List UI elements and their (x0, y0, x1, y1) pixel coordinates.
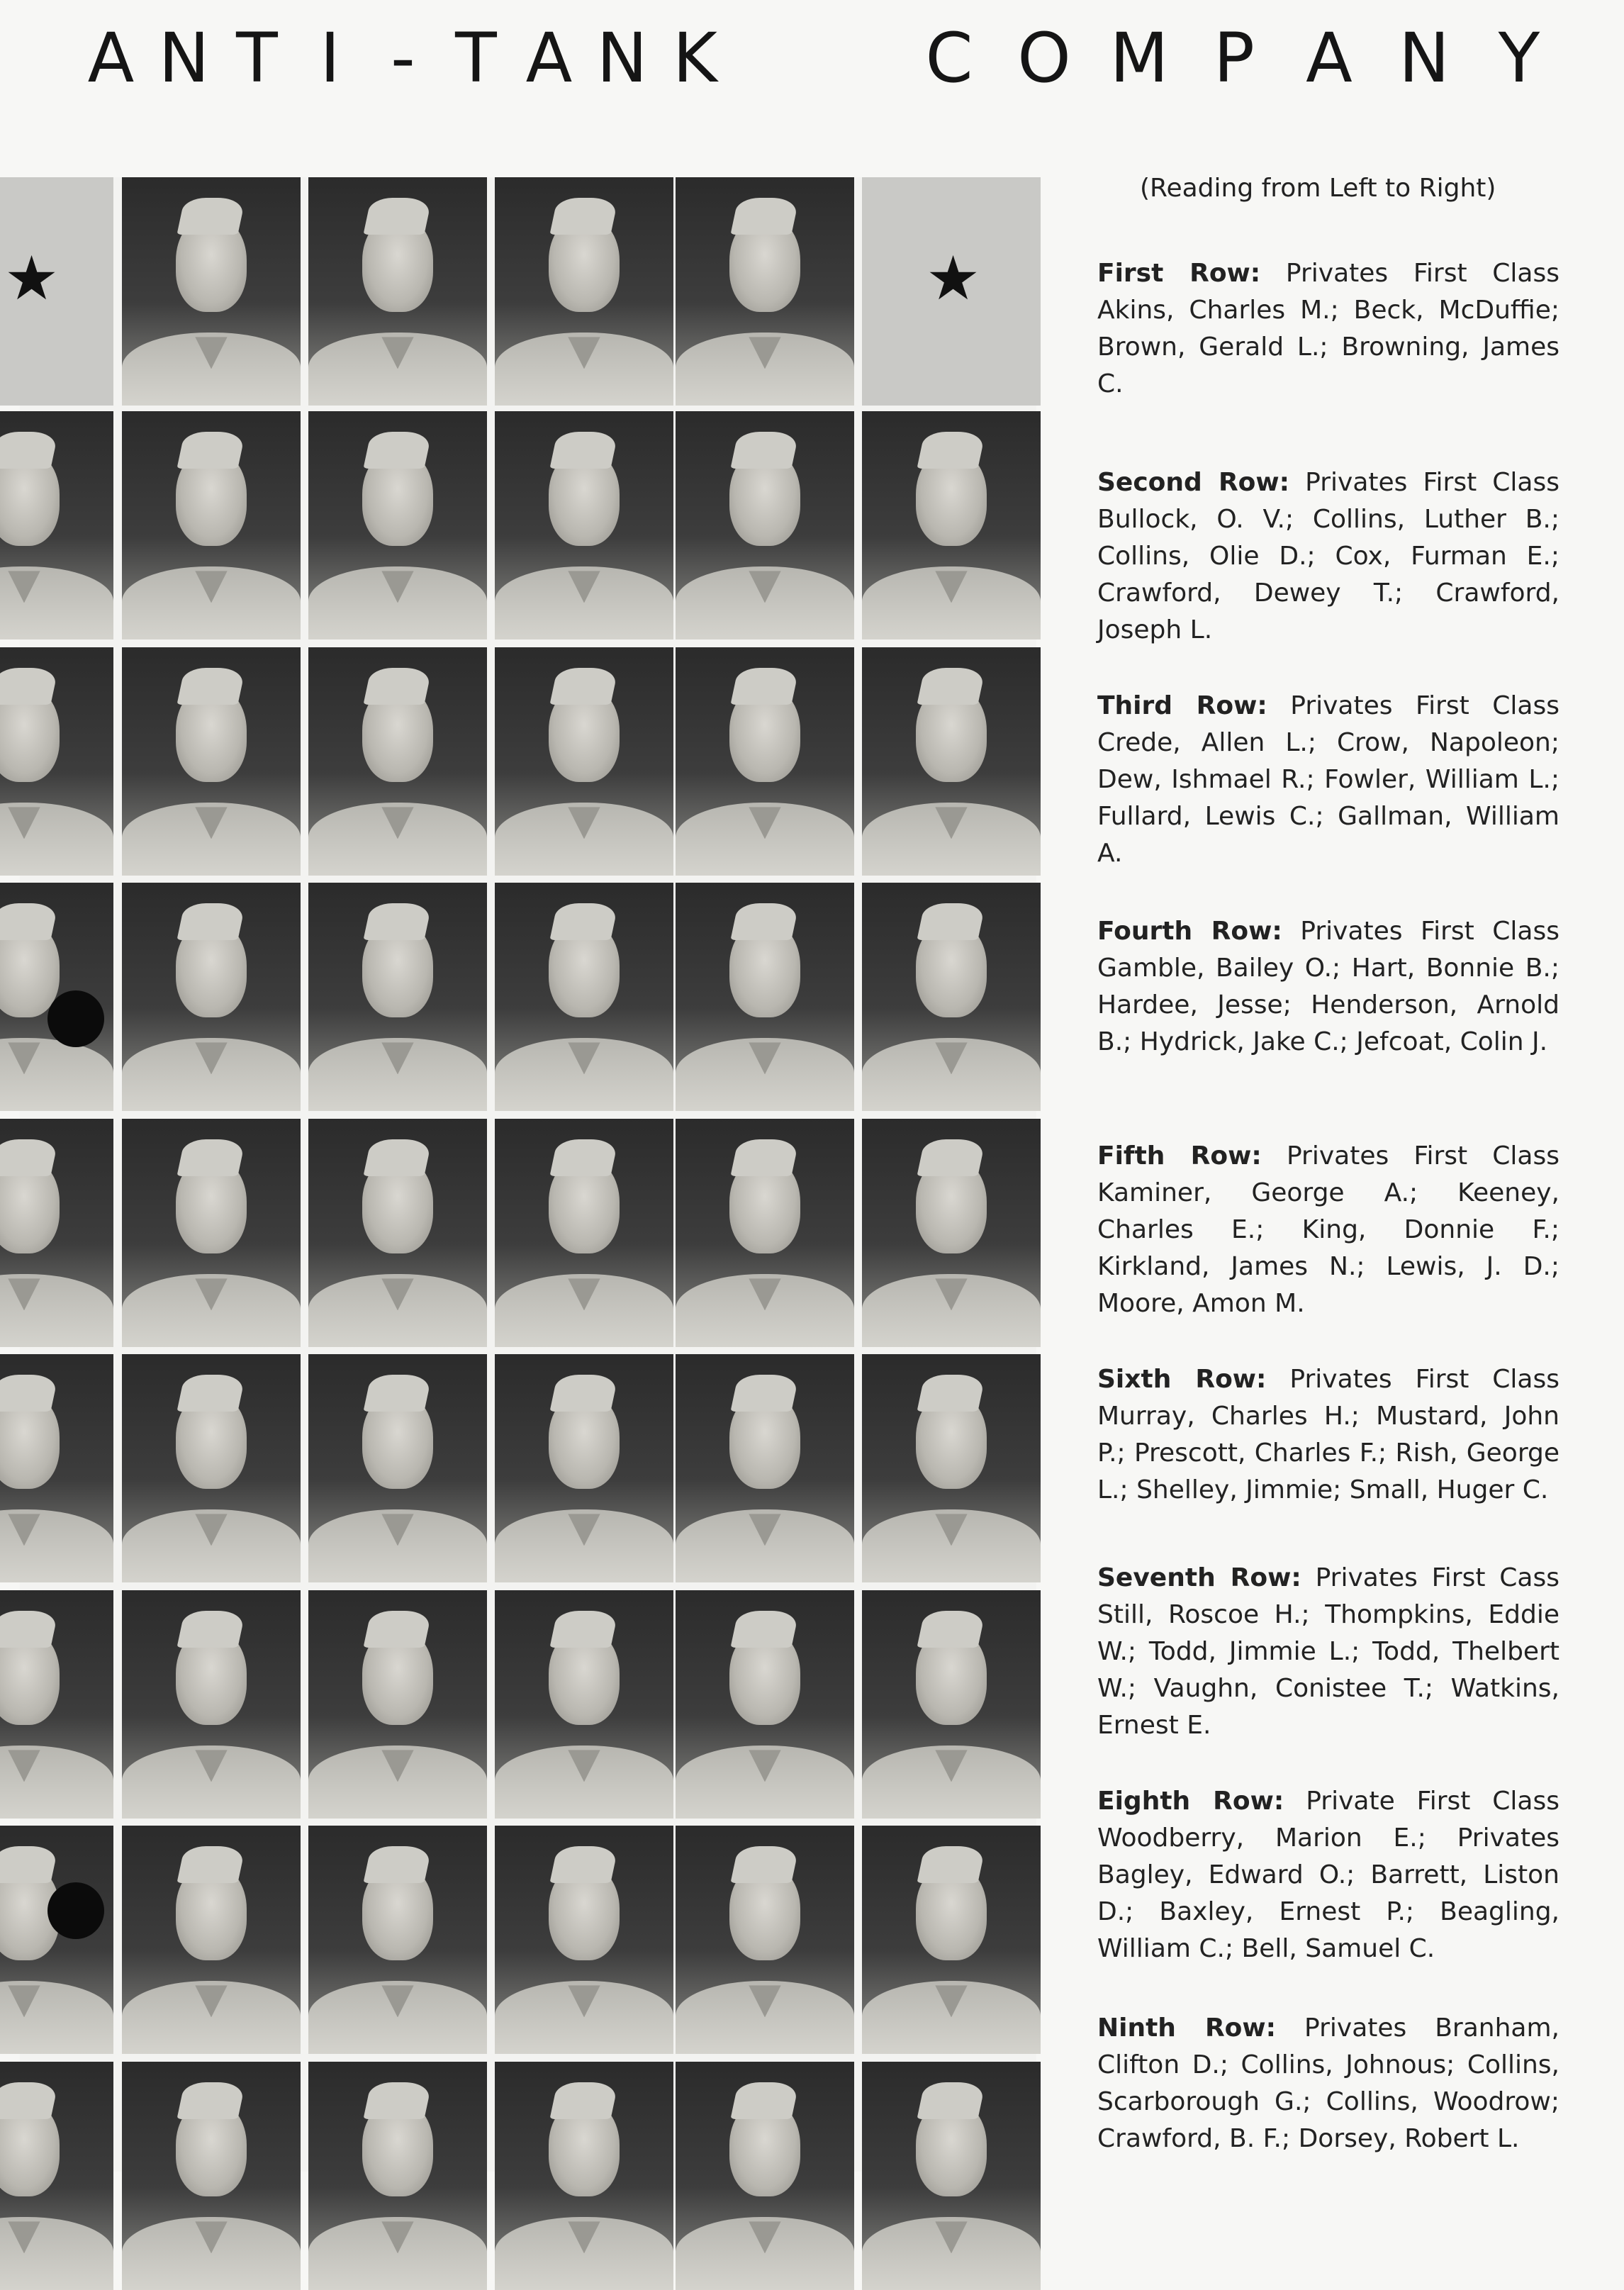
row-label: Second Row: (1097, 468, 1290, 497)
photo-grid (4, 177, 1036, 2172)
portrait-photo (0, 2062, 113, 2290)
portrait-cap (917, 1611, 986, 1648)
portrait-photo (122, 1119, 301, 1347)
portrait-cap (0, 1611, 58, 1648)
portrait-cap (0, 1846, 58, 1883)
portrait-photo (862, 883, 1041, 1111)
portrait-photo (122, 647, 301, 876)
portrait-photo (122, 411, 301, 639)
caption-row-2 (1097, 464, 1559, 649)
portrait-cap (0, 903, 58, 940)
portrait-photo (308, 411, 487, 639)
portrait-cap (364, 1846, 432, 1883)
caption-row-1 (1097, 255, 1559, 403)
portrait-photo (495, 177, 673, 406)
portrait-photo (308, 177, 487, 406)
portrait-photo (0, 411, 113, 639)
portrait-photo (676, 1826, 854, 2054)
portrait-cap (917, 903, 986, 940)
caption-row-3 (1097, 688, 1559, 872)
portrait-cap (731, 1375, 800, 1412)
portrait-photo (495, 1119, 673, 1347)
portrait-cap (550, 903, 619, 940)
row-label: Third Row: (1097, 691, 1267, 720)
row-names: Privates First Class Murray, Charles H.; Mustard, John P.; Prescott, Charles F.; Rish, George L.; Shelley, Jimmie; Small, Huger C. (1097, 1365, 1560, 1504)
row-label: First Row: (1097, 259, 1261, 288)
row-label: Fourth Row: (1097, 917, 1282, 946)
row-names: Privates First Cass Still, Roscoe H.; Thompkins, Eddie W.; Todd, Jimmie L.; Todd, Thelbert W.; Vaughn, Conistee T.; Watkins, Ernest E. (1097, 1563, 1559, 1740)
caption-row-9 (1097, 2010, 1559, 2157)
portrait-photo (122, 1590, 301, 1819)
portrait-cap (364, 2082, 432, 2119)
portrait-photo (0, 1590, 113, 1819)
portrait-cap (364, 1139, 432, 1176)
portrait-photo (495, 1826, 673, 2054)
portrait-photo (862, 2062, 1041, 2290)
memorial-star-cell (862, 177, 1041, 406)
page-title-right: C O M P A N Y (925, 18, 1540, 98)
punch-hole (47, 990, 104, 1047)
row-label: Ninth Row: (1097, 2013, 1277, 2043)
caption-row-7 (1097, 1560, 1559, 1744)
caption-row-8 (1097, 1783, 1559, 1967)
row-names: Privates Branham, Clifton D.; Collins, Johnous; Collins, Scarborough G.; Collins, Woodrow; Crawford, B. F.; Dorsey, Robert L. (1097, 2013, 1559, 2153)
portrait-photo (122, 883, 301, 1111)
portrait-photo (308, 1354, 487, 1582)
portrait-cap (177, 432, 246, 469)
portrait-cap (917, 668, 986, 705)
portrait-cap (364, 668, 432, 705)
portrait-photo (862, 647, 1041, 876)
portrait-cap (364, 1375, 432, 1412)
portrait-photo (495, 647, 673, 876)
portrait-cap (550, 198, 619, 235)
portrait-cap (917, 432, 986, 469)
portrait-cap (731, 1139, 800, 1176)
portrait-photo (0, 1354, 113, 1582)
portrait-photo (495, 2062, 673, 2290)
portrait-photo (0, 1826, 113, 2054)
portrait-cap (917, 1375, 986, 1412)
portrait-photo (0, 647, 113, 876)
portrait-cap (177, 1611, 246, 1648)
portrait-cap (731, 198, 800, 235)
portrait-cap (177, 1139, 246, 1176)
star-icon: ★ (926, 243, 981, 314)
portrait-cap (731, 2082, 800, 2119)
row-label: Fifth Row: (1097, 1141, 1262, 1171)
caption-row-5 (1097, 1138, 1559, 1322)
portrait-cap (550, 1139, 619, 1176)
portrait-photo (308, 883, 487, 1111)
portrait-photo (308, 1590, 487, 1819)
portrait-cap (177, 1375, 246, 1412)
portrait-cap (364, 903, 432, 940)
portrait-photo (495, 1590, 673, 1819)
portrait-photo (862, 1590, 1041, 1819)
portrait-photo (122, 1354, 301, 1582)
portrait-cap (0, 668, 58, 705)
portrait-cap (917, 1846, 986, 1883)
portrait-cap (550, 1611, 619, 1648)
portrait-cap (177, 198, 246, 235)
portrait-photo (122, 2062, 301, 2290)
portrait-cap (177, 2082, 246, 2119)
portrait-photo (676, 647, 854, 876)
portrait-photo (495, 1354, 673, 1582)
portrait-photo (862, 1354, 1041, 1582)
row-label: Eighth Row: (1097, 1787, 1284, 1816)
portrait-photo (495, 411, 673, 639)
portrait-cap (731, 903, 800, 940)
portrait-photo (676, 1590, 854, 1819)
portrait-cap (731, 432, 800, 469)
page-title-left: A N T I - T A N K (87, 18, 717, 98)
portrait-photo (308, 1119, 487, 1347)
portrait-photo (308, 1826, 487, 2054)
row-label: Sixth Row: (1097, 1365, 1267, 1394)
row-names: Privates First Class Bullock, O. V.; Collins, Luther B.; Collins, Olie D.; Cox, Furman E.; Crawford, Dewey T.; Crawford, Joseph L. (1097, 468, 1559, 644)
row-label: Seventh Row: (1097, 1563, 1301, 1592)
portrait-cap (917, 1139, 986, 1176)
portrait-cap (364, 198, 432, 235)
portrait-cap (364, 1611, 432, 1648)
portrait-cap (0, 432, 58, 469)
portrait-cap (0, 1375, 58, 1412)
portrait-cap (177, 668, 246, 705)
row-names: Privates First Class Akins, Charles M.; Beck, McDuffie; Brown, Gerald L.; Browning, James C. (1097, 259, 1559, 398)
portrait-photo (676, 177, 854, 406)
portrait-cap (731, 1846, 800, 1883)
portrait-cap (917, 2082, 986, 2119)
portrait-photo (862, 411, 1041, 639)
portrait-photo (862, 1826, 1041, 2054)
portrait-photo (676, 1119, 854, 1347)
portrait-cap (550, 1846, 619, 1883)
row-names: Private First Class Woodberry, Marion E.; Privates Bagley, Edward O.; Barrett, Liston D.; Baxley, Ernest P.; Beagling, William C.; Bell, Samuel C. (1097, 1787, 1559, 1963)
portrait-cap (731, 668, 800, 705)
punch-hole (47, 1882, 104, 1939)
portrait-photo (862, 1119, 1041, 1347)
portrait-photo (676, 411, 854, 639)
row-names: Privates First Class Crede, Allen L.; Crow, Napoleon; Dew, Ishmael R.; Fowler, William L.; Fullard, Lewis C.; Gallman, William A. (1097, 691, 1559, 868)
reading-direction-note: (Reading from Left to Right) (1140, 174, 1496, 203)
caption-row-4 (1097, 913, 1559, 1061)
portrait-photo (308, 647, 487, 876)
row-names: Privates First Class Kaminer, George A.; Keeney, Charles E.; King, Donnie F.; Kirkland, James N.; Lewis, J. D.; Moore, Amon M. (1097, 1141, 1559, 1318)
portrait-photo (122, 1826, 301, 2054)
portrait-photo (0, 1119, 113, 1347)
portrait-cap (0, 1139, 58, 1176)
portrait-cap (550, 668, 619, 705)
star-icon: ★ (4, 243, 60, 314)
caption-row-6 (1097, 1361, 1559, 1509)
portrait-cap (550, 1375, 619, 1412)
row-names: Privates First Class Gamble, Bailey O.; Hart, Bonnie B.; Hardee, Jesse; Henderson, Arnold B.; Hydrick, Jake C.; Jefcoat, Colin J. (1097, 917, 1559, 1056)
portrait-cap (0, 2082, 58, 2119)
portrait-cap (364, 432, 432, 469)
portrait-cap (550, 2082, 619, 2119)
portrait-cap (731, 1611, 800, 1648)
portrait-cap (550, 432, 619, 469)
portrait-photo (122, 177, 301, 406)
memorial-star-cell (0, 177, 113, 406)
portrait-photo (676, 883, 854, 1111)
portrait-photo (495, 883, 673, 1111)
portrait-photo (676, 1354, 854, 1582)
portrait-photo (308, 2062, 487, 2290)
portrait-cap (177, 1846, 246, 1883)
portrait-cap (177, 903, 246, 940)
portrait-photo (676, 2062, 854, 2290)
